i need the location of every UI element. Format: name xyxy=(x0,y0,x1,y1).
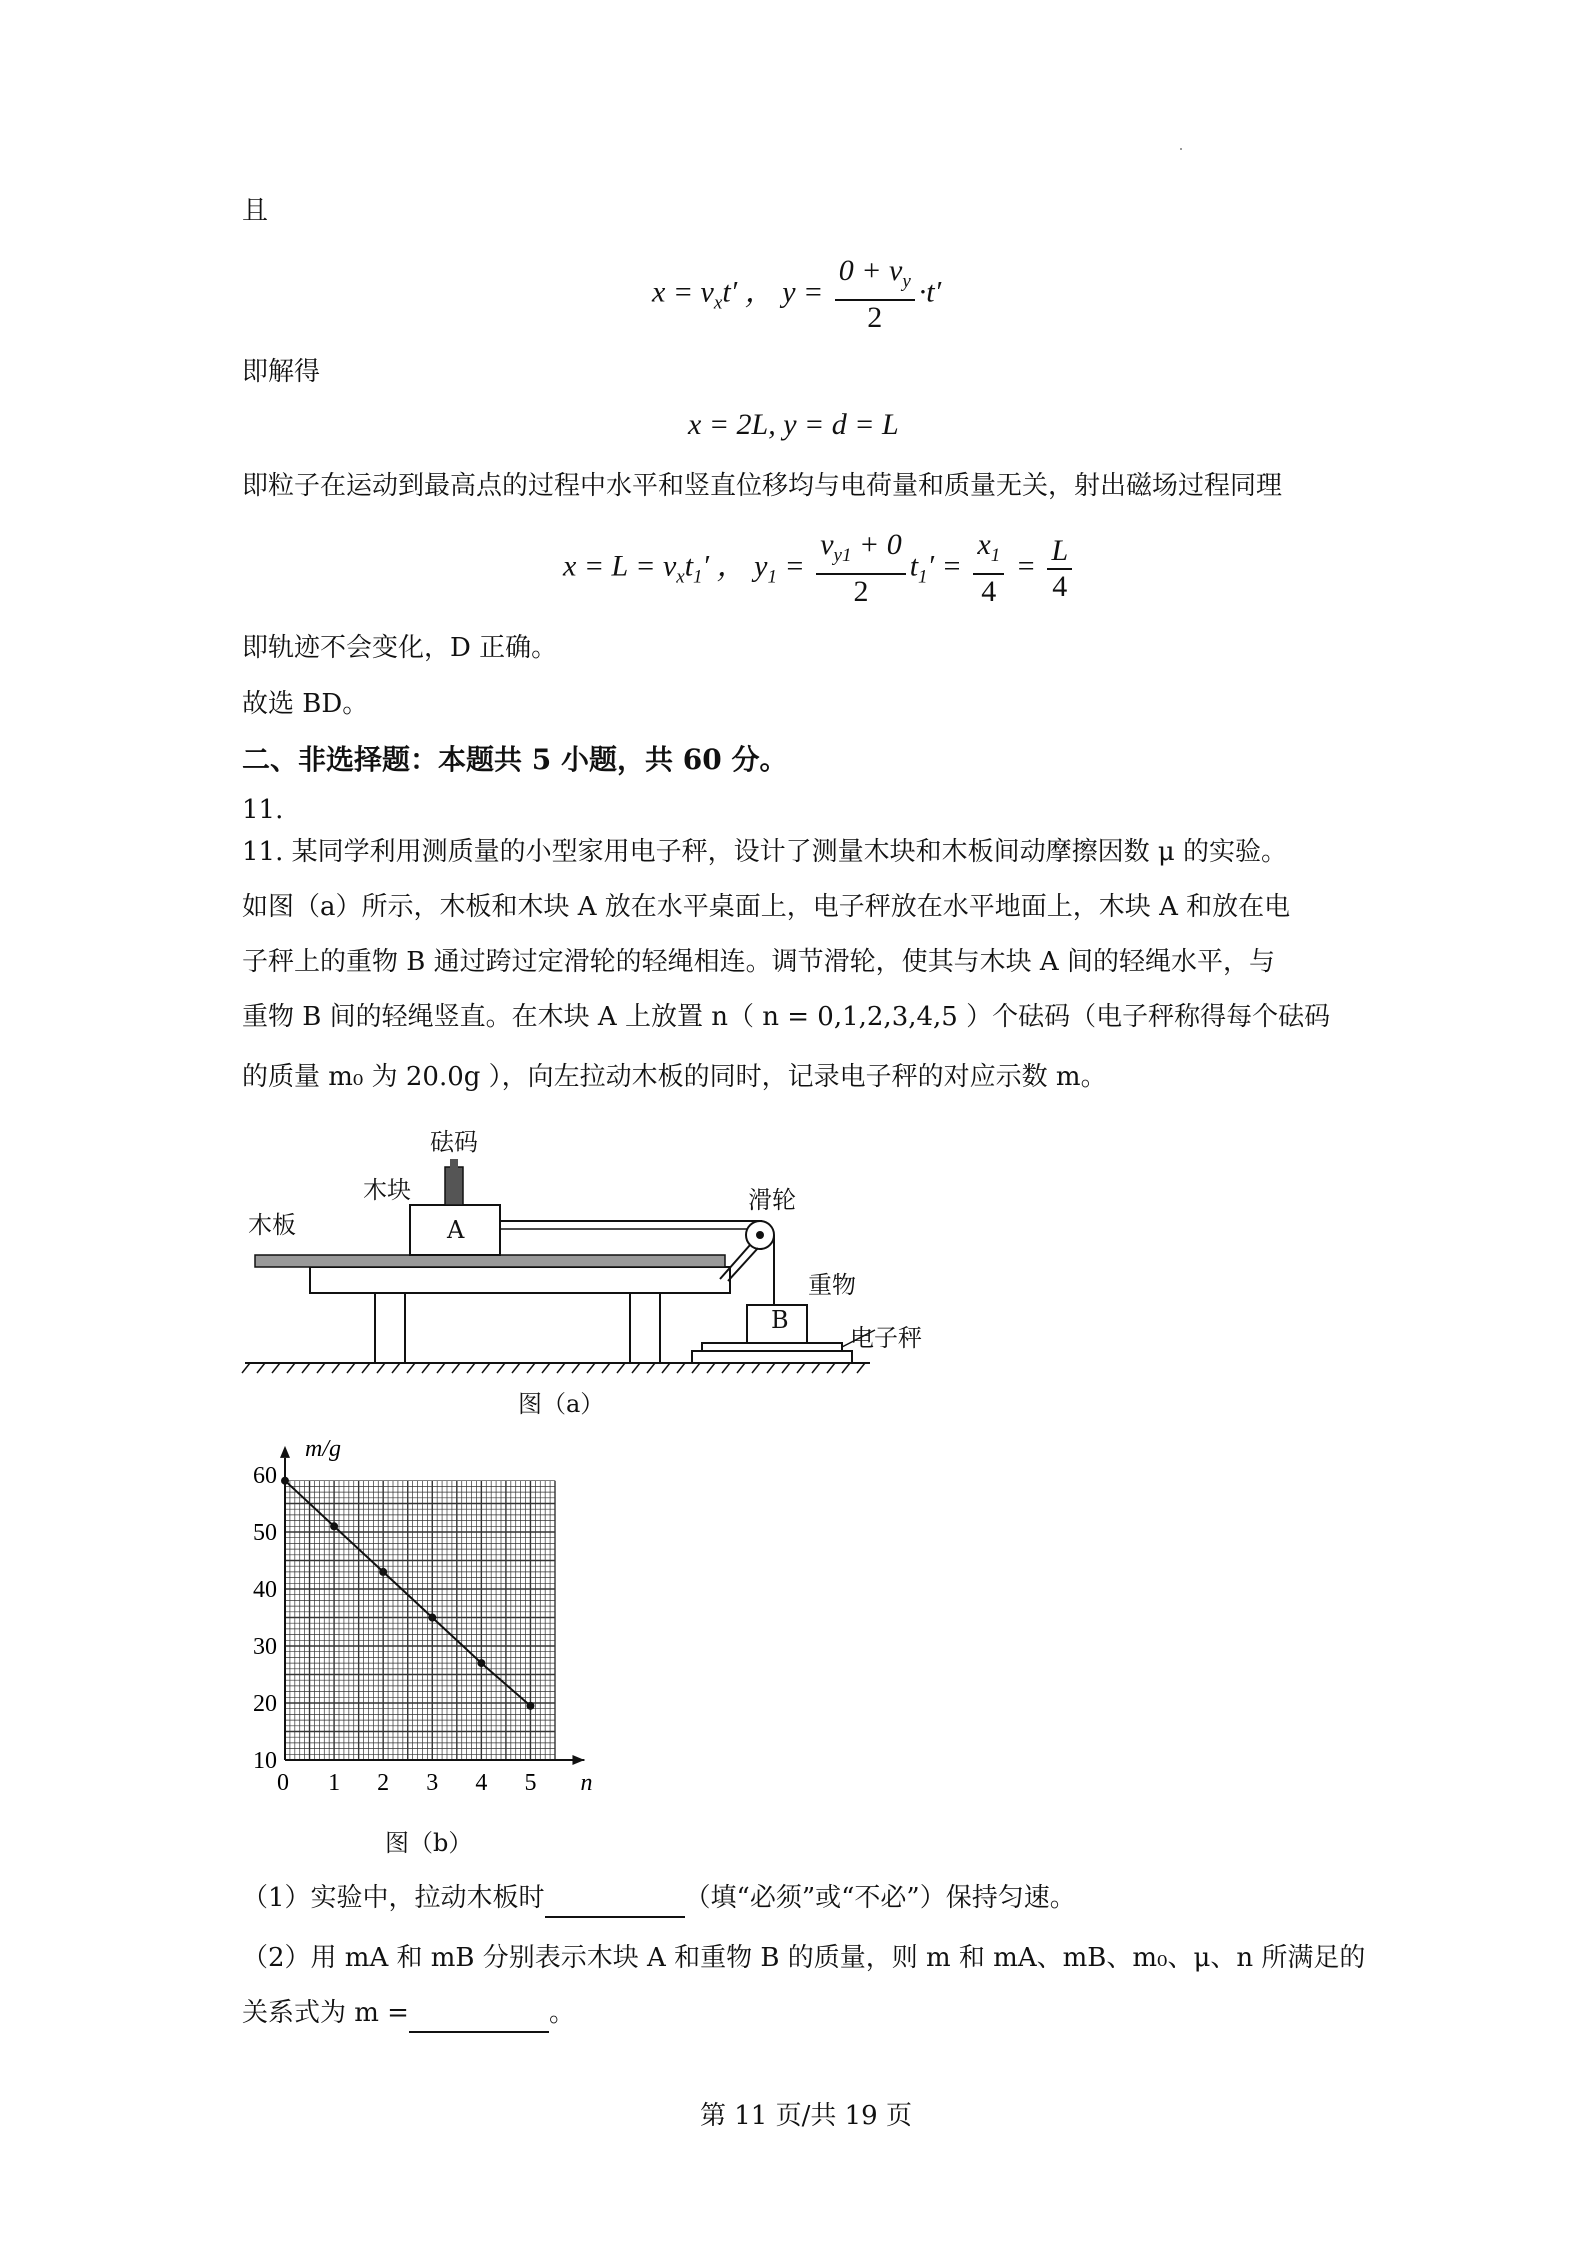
x-tick-label: 5 xyxy=(524,1770,537,1796)
x-tick-label: 3 xyxy=(426,1770,439,1796)
figure-b-chart xyxy=(230,1425,650,1805)
label-pulley: 滑轮 xyxy=(748,1186,796,1214)
figure-b-caption: 图（b） xyxy=(385,1829,473,1857)
label-scale: 电子秤 xyxy=(850,1324,922,1352)
data-point xyxy=(281,1477,289,1485)
x-axis-arrow xyxy=(572,1755,584,1765)
y-tick-label: 40 xyxy=(253,1577,277,1603)
section-heading: 二、非选择题：本题共 5 小题，共 60 分。 xyxy=(242,743,788,776)
q11-line-2: 如图（a）所示，木板和木块 A 放在水平桌面上，电子秤放在水平地面上，木块 A 和放在电 xyxy=(242,892,1291,922)
y-axis-arrow xyxy=(280,1446,290,1458)
y-tick-label: 30 xyxy=(253,1634,277,1660)
q11-line-4: 重物 B 间的轻绳竖直。在木块 A 上放置 n（ n = 0,1,2,3,4,5 ）个砝码（电子秤称得每个砝码 xyxy=(242,1002,1331,1032)
figure-a-caption: 图（a） xyxy=(518,1390,605,1418)
scan-speck xyxy=(1180,148,1182,150)
text-answer: 故选 BD。 xyxy=(242,689,369,719)
y-tick-label: 10 xyxy=(253,1748,277,1774)
data-point xyxy=(526,1702,534,1710)
text-independent: 即粒子在运动到最高点的过程中水平和竖直位移均与电荷量和质量无关，射出磁场过程同理 xyxy=(242,471,1283,501)
label-heavy: 重物 xyxy=(808,1271,856,1299)
y-tick-label: 60 xyxy=(253,1463,277,1489)
q1-blank[interactable] xyxy=(545,1890,685,1918)
text-jiede: 即解得 xyxy=(242,357,321,387)
label-a: A xyxy=(447,1216,465,1244)
x-tick-label: 4 xyxy=(475,1770,488,1796)
question-number: 11. xyxy=(242,795,284,825)
y-tick-label: 50 xyxy=(253,1520,277,1546)
q11-line-3: 子秤上的重物 B 通过跨过定滑轮的轻绳相连。调节滑轮，使其与木块 A 间的轻绳水平，与 xyxy=(242,947,1275,977)
text-trajectory: 即轨迹不会变化，D 正确。 xyxy=(242,633,558,663)
q1-before: （1）实验中，拉动木板时 xyxy=(242,1883,545,1913)
equation-x-y-time: $x = v_xt'$ ， y = $\frac{0 + v_y}{2}$ ·t′ xyxy=(652,254,942,334)
y-axis-label: m/g xyxy=(305,1435,341,1462)
q2-before: 关系式为 m = xyxy=(242,1998,409,2028)
data-point xyxy=(428,1614,436,1622)
q2-blank[interactable] xyxy=(409,2005,549,2033)
x-tick-label: 2 xyxy=(377,1770,390,1796)
label-block: 木块 xyxy=(363,1176,411,1204)
page-footer: 第 11 页/共 19 页 xyxy=(700,2101,912,2131)
y-tick-label: 20 xyxy=(253,1691,277,1717)
text-qie: 且 xyxy=(242,196,269,226)
label-b: B xyxy=(771,1306,789,1334)
data-point xyxy=(330,1522,338,1530)
equation-x-l: $x = L = v_xt_1'$ ， $y_1$ = $\frac{v_{y1} + 0}{2}$ $t_1'$ = $\frac{x_1}{4}$ = $\frac{L}{4}$ xyxy=(563,528,1076,609)
x-tick-label: 0 xyxy=(277,1770,289,1796)
equation-x2l: x = 2L, y = d = L xyxy=(688,408,899,441)
q11-line-1: 11. 某同学利用测质量的小型家用电子秤，设计了测量木块和木板间动摩擦因数 μ 的实验。 xyxy=(242,837,1288,867)
label-board: 木板 xyxy=(248,1211,296,1239)
q1-after: （填“必须”或“不必”）保持匀速。 xyxy=(684,1883,1076,1913)
x-axis-label: n xyxy=(580,1770,593,1796)
question-1 xyxy=(242,1878,1076,1918)
question-2-line-1: （2）用 mA 和 mB 分别表示木块 A 和重物 B 的质量，则 m 和 mA、mB、m₀、μ、n 所满足的 xyxy=(242,1943,1366,1973)
question-2-line-2 xyxy=(242,1993,575,2033)
data-point xyxy=(477,1659,485,1667)
q2-after: 。 xyxy=(548,1998,575,2028)
label-weight: 砝码 xyxy=(430,1128,478,1156)
q11-line-5: 的质量 m₀ 为 20.0g ），向左拉动木板的同时，记录电子秤的对应示数 m。 xyxy=(242,1062,1107,1092)
data-point xyxy=(379,1568,387,1576)
x-tick-label: 1 xyxy=(328,1770,341,1796)
